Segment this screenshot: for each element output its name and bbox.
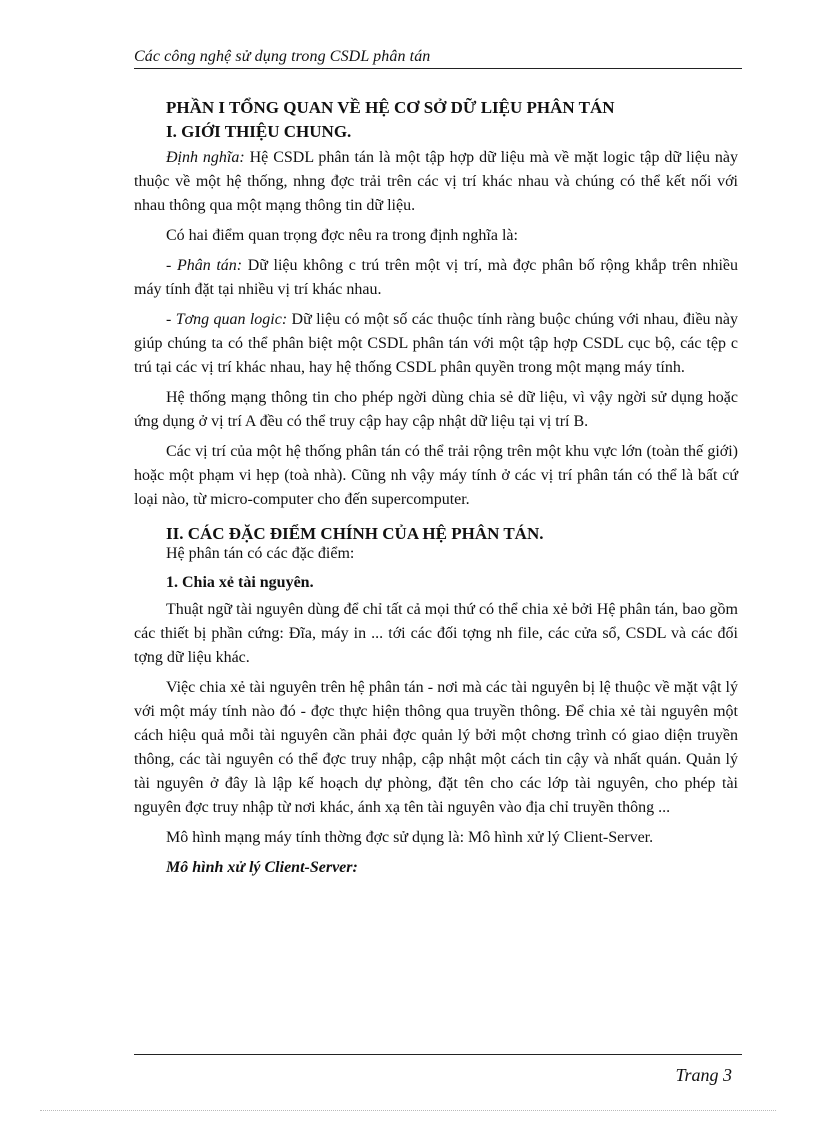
tuong-quan-label: Tơng quan logic: (175, 311, 288, 328)
page-content (134, 96, 738, 886)
tuong-quan-text: Dữ liệu có một số các thuộc tính ràng buộc chúng với nhau, điều này giúp chúng ta có thể phân biệt một CSDL phân tán với một tập hợp CSDL cục bộ, các tệp c trú tại các vị trí khác nhau, hay hệ thống CSDL phân quyền trong một mạng máy tính. (134, 311, 739, 376)
paragraph: Có hai điểm quan trọng đợc nêu ra trong định nghĩa là: (166, 227, 518, 244)
definition-text: Hệ CSDL phân tán là một tập hợp dữ liệu mà về mặt logic tập dữ liệu này thuộc về một hệ thống, nhng đợc trải trên các vị trí khác nhau và chúng có thể kết nối với nhau thông qua một mạng thông tin dữ liệu. (134, 149, 738, 214)
header-text: Các công nghệ sử dụng trong CSDL phân tán (134, 48, 431, 65)
part-title: PHẦN I TỔNG QUAN VỀ HỆ CƠ SỞ DỮ LIỆU PHÂN TÁN (166, 98, 615, 117)
page-number: Trang 3 (675, 1065, 732, 1085)
bullet-dash: - (166, 311, 176, 328)
definition-paragraph (134, 146, 738, 218)
definition-label: Định nghĩa: (166, 149, 245, 166)
paragraph: Hệ thống mạng thông tin cho phép ngời dùng chia sẻ dữ liệu, vì vậy ngời sử dụng hoặc ứng dụng ở vị trí A đều có thể truy cập hay cập nhật dữ liệu tại vị trí B. (134, 389, 738, 430)
page-header (134, 48, 742, 69)
subsection-1-title: 1. Chia xẻ tài nguyên. (166, 574, 314, 591)
paragraph: Thuật ngữ tài nguyên dùng để chỉ tất cả mọi thứ có thể chia xẻ bởi Hệ phân tán, bao gồm các thiết bị phần cứng: Đĩa, máy in ... tới các đối tợng nh file, các cửa sổ, CSDL và các đối tợng dữ liệu khác. (134, 601, 738, 666)
page-bottom-divider (40, 1110, 776, 1111)
phan-tan-text: Dữ liệu không c trú trên một vị trí, mà đợc phân bố rộng khắp trên nhiều máy tính đặt tại nhiều vị trí khác nhau. (134, 257, 738, 298)
page-footer (134, 1054, 742, 1085)
section-2-title: II. CÁC ĐẶC ĐIỂM CHÍNH CỦA HỆ PHÂN TÁN. (166, 524, 544, 543)
paragraph: Việc chia xẻ tài nguyên trên hệ phân tán - nơi mà các tài nguyên bị lệ thuộc về mặt vật lý với một máy tính nào đó - đợc thực hiện thông qua truyền thông. Để chia xẻ tài nguyên một cách hiệu quả mỗi tài nguyên cần phải đợc quản lý bởi một chơng trình có giao diện truyền thông, các tài nguyên có thể đợc truy nhập, cập nhật một cách tin cậy và nhất quán. Quản lý tài nguyên ở đây là lập kế hoạch dự phòng, đặt tên cho các lớp tài nguyên, cho phép tài nguyên đợc truy nhập từ nơi khác, ánh xạ tên tài nguyên vào địa chỉ truyền thông ... (134, 679, 738, 816)
bullet-dash: - (166, 257, 177, 274)
section-2-intro: Hệ phân tán có các đặc điểm: (166, 545, 355, 562)
client-server-heading: Mô hình xử lý Client-Server: (166, 859, 358, 876)
paragraph-tuong-quan (134, 308, 738, 380)
section-1-title: I. GIỚI THIỆU CHUNG. (166, 122, 352, 141)
paragraph-phan-tan (134, 254, 738, 302)
paragraph: Mô hình mạng máy tính thờng đợc sử dụng là: Mô hình xử lý Client-Server. (166, 829, 654, 846)
paragraph: Các vị trí của một hệ thống phân tán có thể trải rộng trên một khu vực lớn (toàn thế giới) hoặc một phạm vi hẹp (toà nhà). Cũng nh vậy máy tính ở các vị trí phân tán có thể là bất cứ loại nào, từ micro-computer cho đến supercomputer. (134, 443, 738, 508)
phan-tan-label: Phân tán: (176, 257, 243, 274)
